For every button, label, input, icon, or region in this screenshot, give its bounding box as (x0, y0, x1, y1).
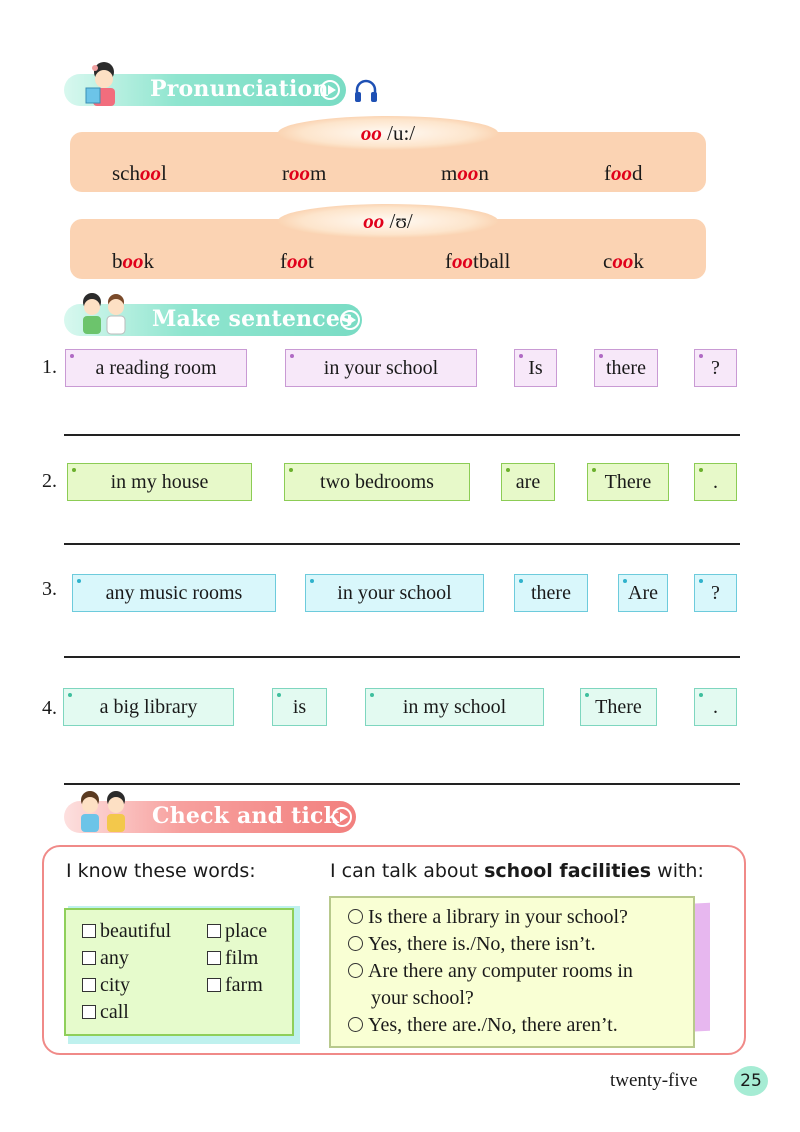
word-check-beautiful[interactable]: beautiful (82, 920, 171, 943)
checkbox-icon[interactable] (207, 924, 221, 938)
word-check-any[interactable]: any (82, 947, 129, 970)
word-card[interactable]: any music rooms (72, 574, 276, 612)
pron-word-foot: foot (280, 249, 314, 273)
phrase-check-3-continued: your school? (371, 987, 474, 1009)
word-check-place[interactable]: place (207, 920, 267, 943)
word-card[interactable]: . (694, 463, 737, 501)
word-card[interactable]: in your school (305, 574, 484, 612)
phrase-check-4[interactable]: Yes, there are./No, there aren’t. (348, 1014, 618, 1037)
pronunciation-title: Pronunciation (150, 76, 329, 102)
words-heading: I know these words: (66, 860, 256, 882)
word-card[interactable]: Is (514, 349, 557, 387)
checkbox-icon[interactable] (82, 924, 96, 938)
checkbox-icon[interactable] (82, 951, 96, 965)
pron-word-cook: cook (603, 249, 644, 273)
play-arrow-icon[interactable] (320, 80, 340, 100)
talk-heading: I can talk about school facilities with: (330, 860, 704, 882)
pron-word-food: food (604, 161, 643, 185)
play-arrow-icon[interactable] (340, 310, 360, 330)
checkbox-icon[interactable] (82, 1005, 96, 1019)
page-number-words: twenty-five (610, 1070, 698, 1091)
checkbox-icon[interactable] (82, 978, 96, 992)
checkbox-icon[interactable] (207, 978, 221, 992)
sentence-number-3: 3. (42, 578, 57, 600)
kids-checking-icon (72, 790, 136, 836)
answer-line-2[interactable] (64, 543, 740, 545)
pron-word-moon: moon (441, 161, 489, 185)
check-and-tick-title: Check and tick (152, 803, 340, 829)
answer-line-3[interactable] (64, 656, 740, 658)
word-card[interactable]: Are (618, 574, 668, 612)
word-card[interactable]: two bedrooms (284, 463, 470, 501)
word-card[interactable]: a reading room (65, 349, 247, 387)
sound-label-2: oo /ʊ/ (278, 204, 498, 238)
word-card[interactable]: is (272, 688, 327, 726)
pron-word-football: football (445, 249, 511, 273)
word-card[interactable]: ? (694, 349, 737, 387)
sentence-number-2: 2. (42, 470, 57, 492)
word-check-film[interactable]: film (207, 947, 258, 970)
word-card[interactable]: there (594, 349, 658, 387)
radio-circle-icon[interactable] (348, 909, 363, 924)
radio-circle-icon[interactable] (348, 936, 363, 951)
make-sentences-title: Make sentences (152, 306, 353, 332)
sound-label-1: oo /u:/ (278, 116, 498, 150)
word-check-call[interactable]: call (82, 1001, 129, 1024)
word-card[interactable]: a big library (63, 688, 234, 726)
pron-word-school: school (112, 161, 167, 185)
word-check-city[interactable]: city (82, 974, 130, 997)
word-card[interactable]: There (580, 688, 657, 726)
radio-circle-icon[interactable] (348, 963, 363, 978)
phrase-check-3[interactable]: Are there any computer rooms in (348, 960, 633, 983)
answer-line-1[interactable] (64, 434, 740, 436)
radio-circle-icon[interactable] (348, 1017, 363, 1032)
two-kids-icon (74, 292, 134, 338)
word-card[interactable]: are (501, 463, 555, 501)
page-number-badge: 25 (734, 1066, 768, 1096)
checkbox-icon[interactable] (207, 951, 221, 965)
girl-reading-icon (76, 62, 134, 110)
word-card[interactable]: there (514, 574, 588, 612)
word-card[interactable]: . (694, 688, 737, 726)
word-check-farm[interactable]: farm (207, 974, 263, 997)
word-card[interactable]: ? (694, 574, 737, 612)
word-card[interactable]: in my house (67, 463, 252, 501)
headphones-icon[interactable] (353, 78, 379, 104)
sentence-number-4: 4. (42, 697, 57, 719)
phrase-check-1[interactable]: Is there a library in your school? (348, 906, 628, 929)
sentence-number-1: 1. (42, 356, 57, 378)
pron-word-book: book (112, 249, 154, 273)
play-arrow-icon[interactable] (332, 807, 352, 827)
word-card[interactable]: in my school (365, 688, 544, 726)
answer-line-4[interactable] (64, 783, 740, 785)
pron-word-room: room (282, 161, 327, 185)
phrase-check-2[interactable]: Yes, there is./No, there isn’t. (348, 933, 596, 956)
word-card[interactable]: in your school (285, 349, 477, 387)
word-card[interactable]: There (587, 463, 669, 501)
